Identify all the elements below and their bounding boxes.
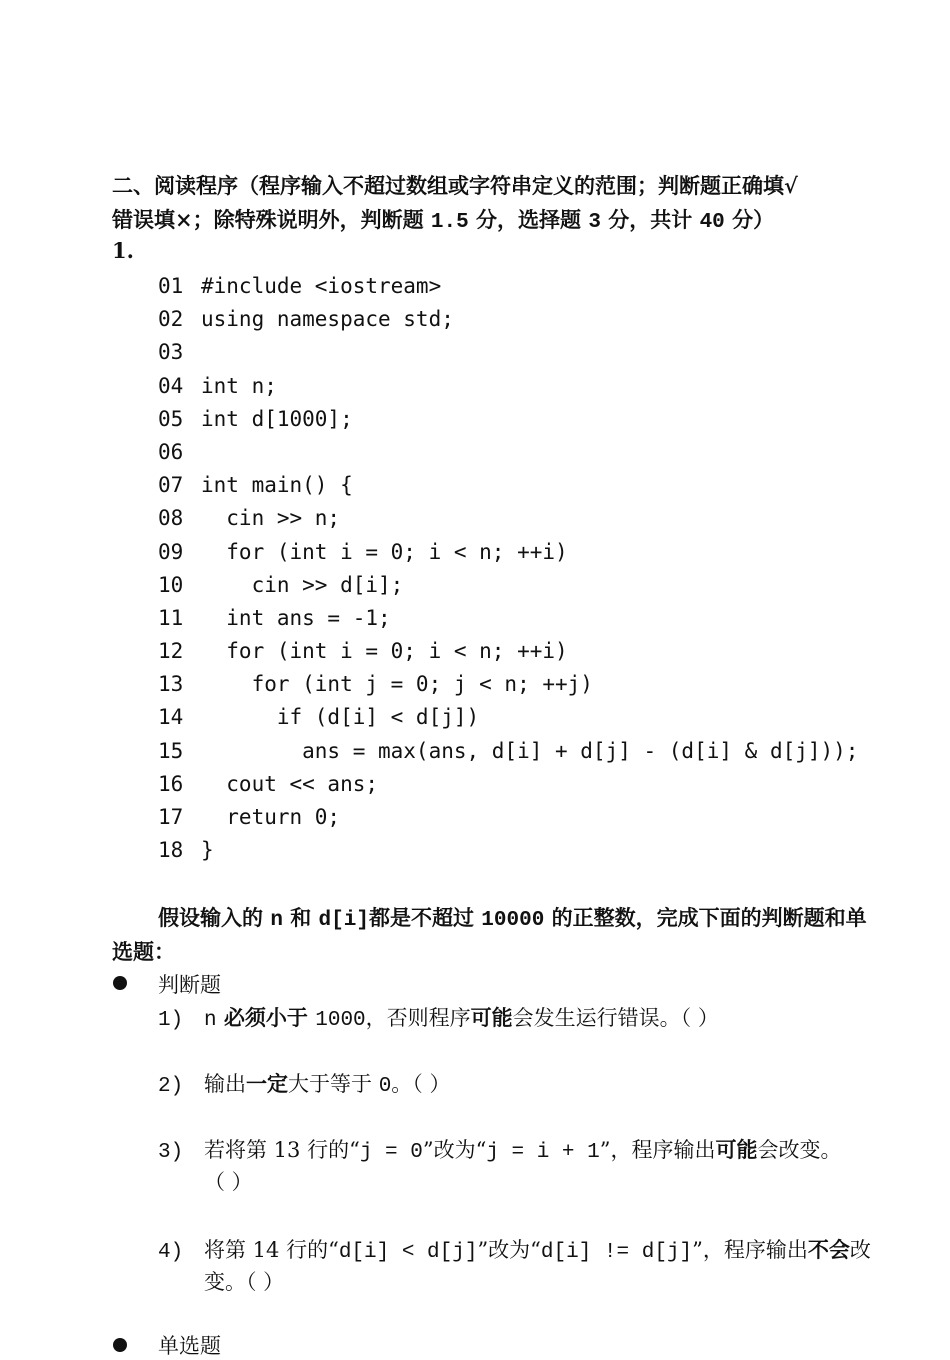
section-header-line2: 错误填×；除特殊说明外，判断题 1.5 分，选择题 3 分，共计 40 分） bbox=[112, 207, 775, 234]
bullet-choice bbox=[113, 1338, 127, 1352]
code-line: 16 cout << ans; bbox=[158, 771, 379, 796]
code-line: 02 using namespace std; bbox=[158, 307, 454, 332]
problem-number: 1. bbox=[112, 238, 134, 263]
judgement-question-4: 4) 将第 14 行的“d[i] < d[j]”改为“d[i] != d[j]”，程序输出不会改 bbox=[158, 1237, 871, 1264]
bullet-judgement bbox=[113, 976, 127, 990]
judgement-question-2: 2) 输出一定大于等于 0。（ ） bbox=[158, 1071, 451, 1098]
intro-line1: 假设输入的 n 和 d[i]都是不超过 10000 的正整数，完成下面的判断题和单 bbox=[158, 905, 867, 932]
judgement-label: 判断题 bbox=[158, 973, 221, 997]
code-line: 18 } bbox=[158, 838, 214, 863]
code-line: 10 cin >> d[i]; bbox=[158, 572, 404, 597]
code-line: 06 bbox=[158, 439, 184, 464]
judgement-question-3-cont: （ ） bbox=[204, 1170, 253, 1194]
code-line: 11 int ans = -1; bbox=[158, 605, 391, 630]
code-line: 17 return 0; bbox=[158, 805, 341, 829]
judgement-question-1: 1) n 必须小于 1000，否则程序可能会发生运行错误。（ ） bbox=[158, 1005, 719, 1032]
code-line: 12 for (int i = 0; i < n; ++i) bbox=[158, 639, 568, 664]
choice-label: 单选题 bbox=[158, 1334, 221, 1358]
judgement-question-3: 3) 若将第 13 行的“j = 0”改为“j = i + 1”，程序输出可能会改变。 bbox=[158, 1137, 842, 1164]
intro-line2: 选题： bbox=[112, 939, 175, 964]
code-line: 15 ans = max(ans, d[i] + d[j] - (d[i] & d[j])); bbox=[158, 738, 859, 763]
code-line: 14 if (d[i] < d[j]) bbox=[158, 705, 480, 730]
code-line: 01 #include <iostream> bbox=[158, 274, 442, 298]
code-line: 03 bbox=[158, 340, 184, 365]
code-line: 04 int n; bbox=[158, 373, 277, 398]
code-line: 09 for (int i = 0; i < n; ++i) bbox=[158, 539, 568, 564]
code-line: 05 int d[1000]; bbox=[158, 406, 353, 431]
code-line: 07 int main() { bbox=[158, 473, 353, 498]
code-line: 08 cin >> n; bbox=[158, 506, 341, 531]
code-line: 13 for (int j = 0; j < n; ++j) bbox=[158, 672, 593, 697]
section-header-line1: 二、阅读程序（程序输入不超过数组或字符串定义的范围；判断题正确填√ bbox=[112, 173, 798, 198]
code-listing bbox=[158, 270, 858, 867]
judgement-question-4-cont: 变。（ ） bbox=[204, 1270, 285, 1294]
